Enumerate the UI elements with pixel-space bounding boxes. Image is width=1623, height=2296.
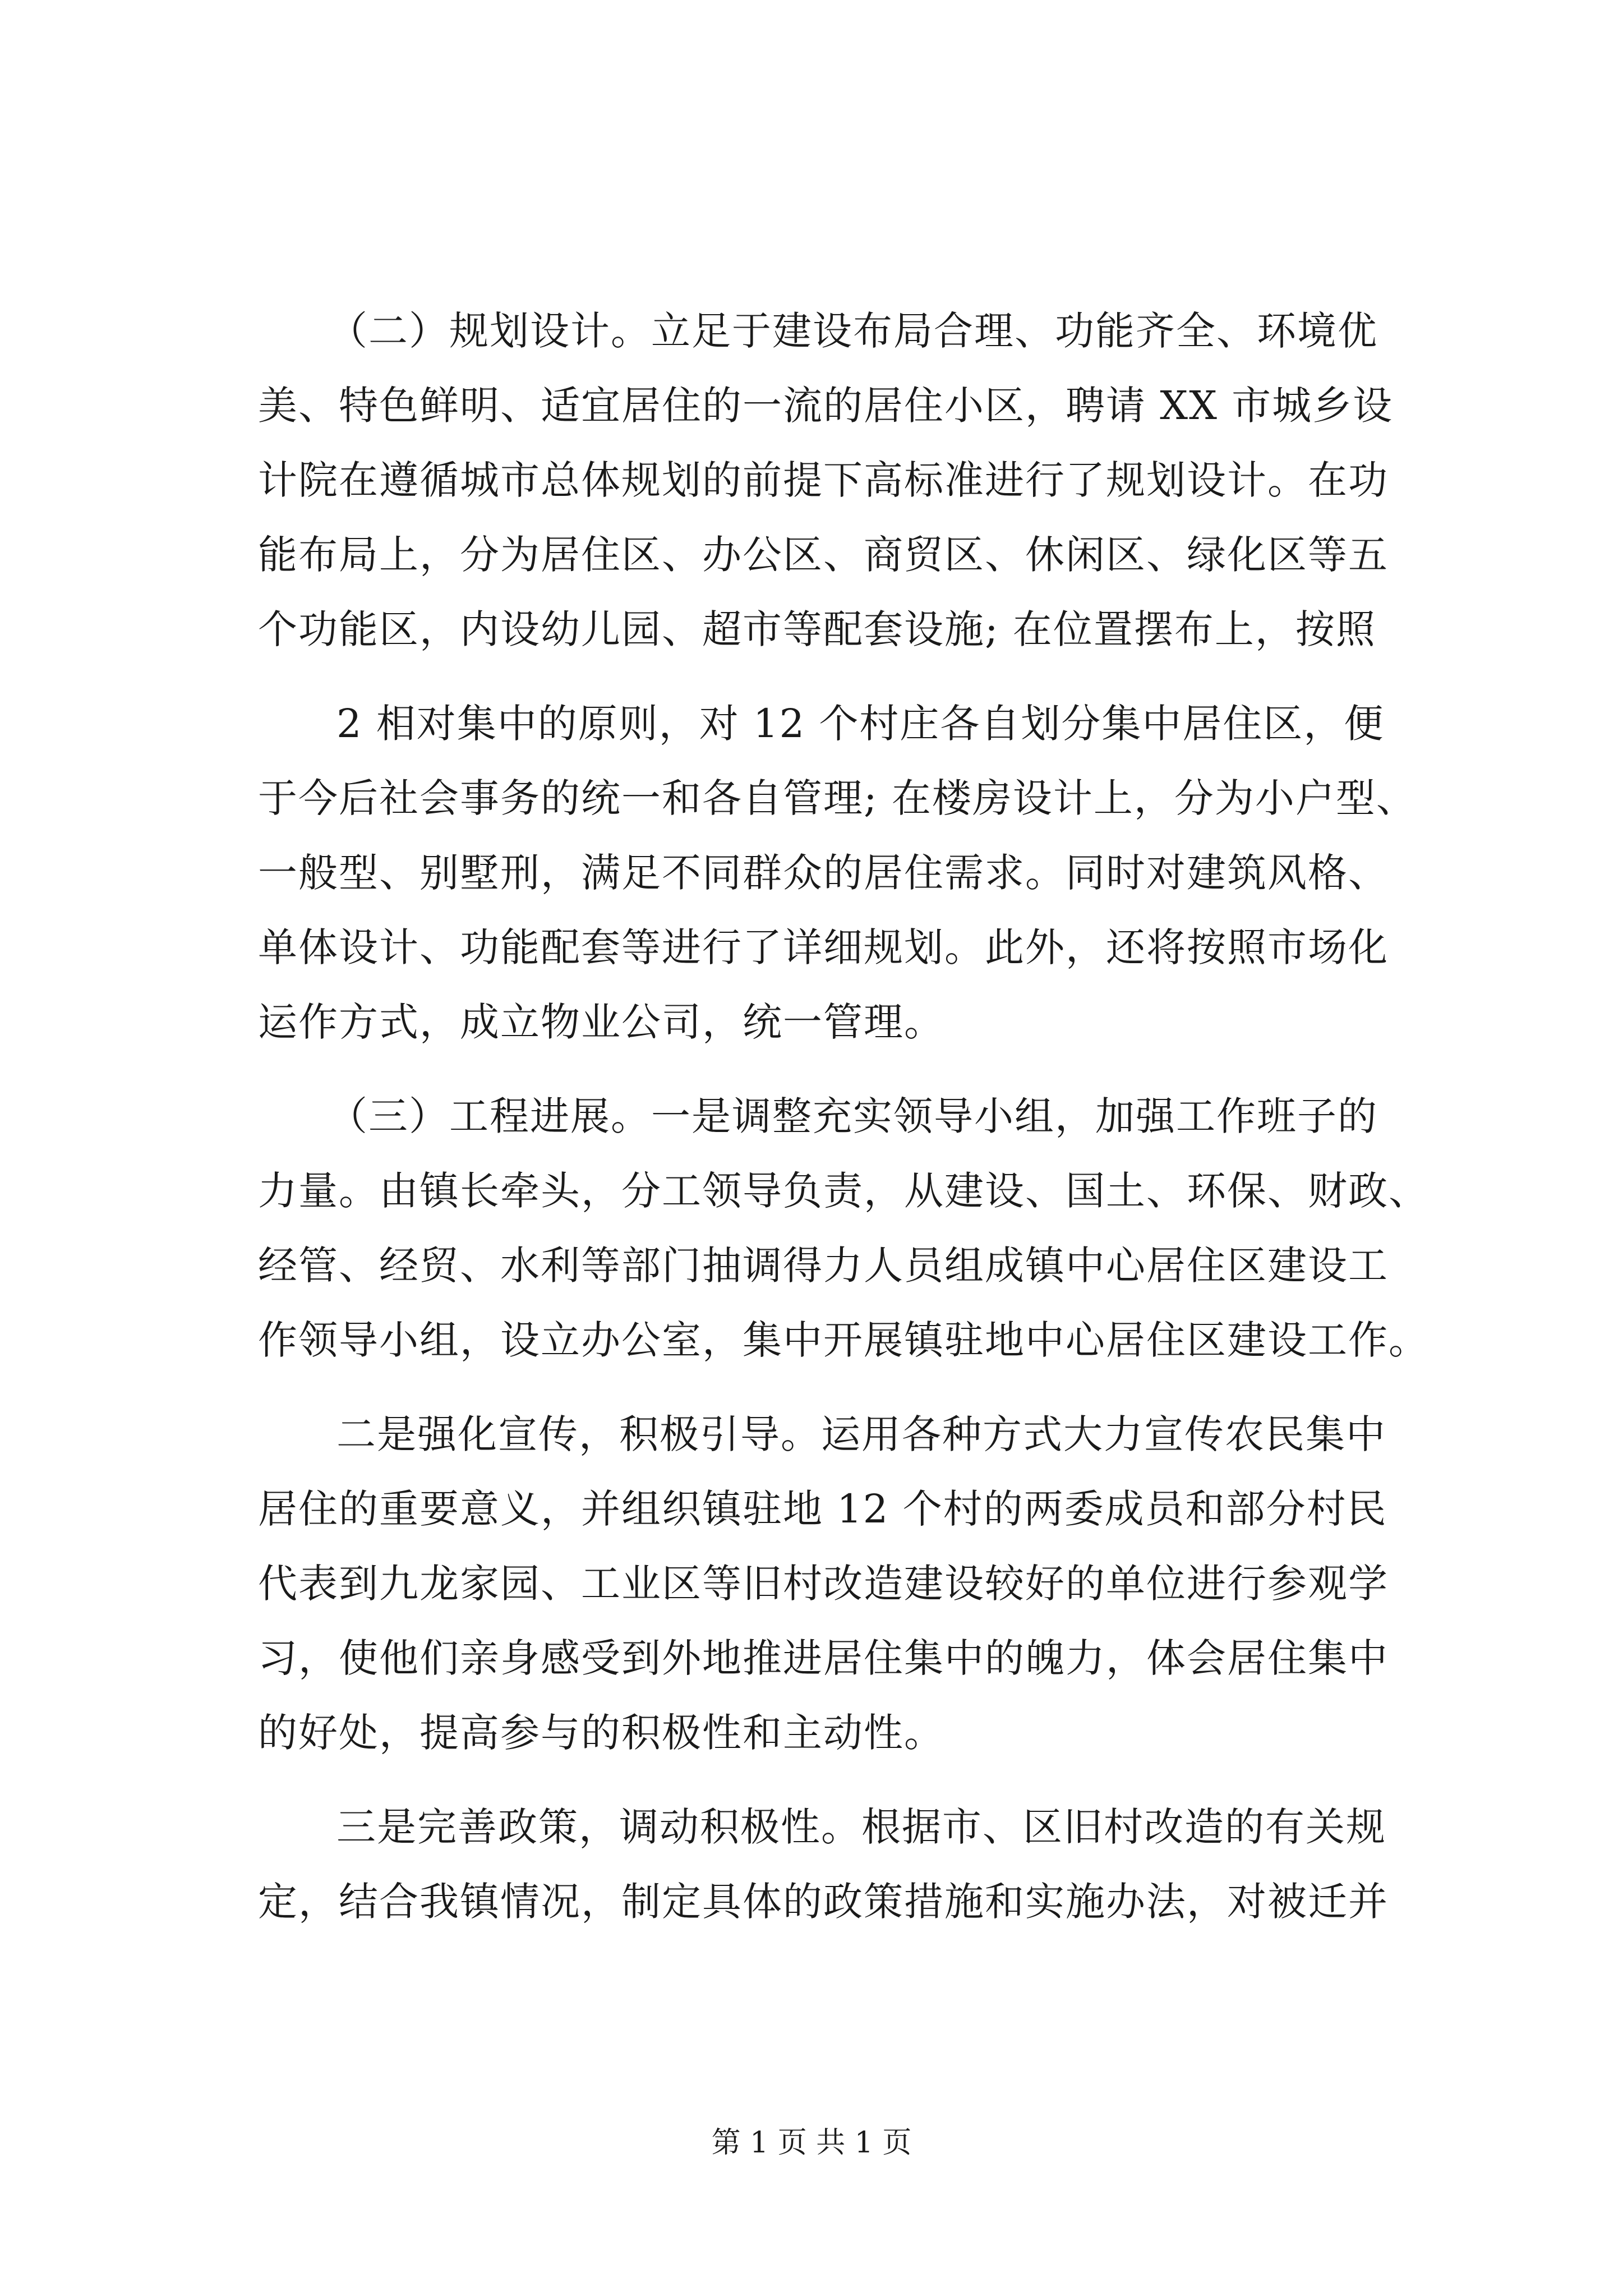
text-line: 运作方式，成立物业公司，统一管理。 (258, 999, 944, 1045)
text-line: 单体设计、功能配套等进行了详细规划。此外，还将按照市场化 (258, 924, 1389, 970)
text-line: （三）工程进展。一是调整充实领导小组，加强工作班子的 (328, 1093, 1378, 1139)
text-line: 能布局上，分为居住区、办公区、商贸区、休闲区、绿化区等五 (258, 532, 1389, 578)
text-line: 力量。由镇长牵头，分工领导负责，从建设、国土、环保、财政、 (258, 1168, 1429, 1214)
text-line: 美、特色鲜明、适宜居住的一流的居住小区，聘请 XX 市城乡设 (258, 383, 1394, 429)
text-line: 三是完善政策，调动积极性。根据市、区旧村改造的有关规 (336, 1804, 1386, 1850)
text-line: 于今后社会事务的统一和各自管理; 在楼房设计上，分为小户型、 (258, 775, 1417, 821)
text-line: 个功能区，内设幼儿园、超市等配套设施; 在位置摆布上，按照 (258, 606, 1376, 652)
text-line: 的好处，提高参与的积极性和主动性。 (258, 1710, 944, 1756)
text-line: （二）规划设计。立足于建设布局合理、功能齐全、环境优 (328, 308, 1378, 354)
text-line: 作领导小组，设立办公室，集中开展镇驻地中心居住区建设工作。 (258, 1317, 1429, 1363)
text-line: 计院在遵循城市总体规划的前提下高标准进行了规划设计。在功 (258, 457, 1389, 503)
text-line: 代表到九龙家园、工业区等旧村改造建设较好的单位进行参观学 (258, 1561, 1389, 1607)
text-line: 经管、经贸、水利等部门抽调得力人员组成镇中心居住区建设工 (258, 1243, 1389, 1289)
page-footer: 第 1 页 共 1 页 (711, 2126, 912, 2160)
text-line: 2 相对集中的原则，对 12 个村庄各自划分集中居住区，便 (336, 701, 1385, 747)
text-line: 习，使他们亲身感受到外地推进居住集中的魄力，体会居住集中 (258, 1635, 1389, 1681)
text-line: 二是强化宣传，积极引导。运用各种方式大力宣传农民集中 (336, 1411, 1386, 1457)
text-line: 居住的重要意义，并组织镇驻地 12 个村的两委成员和部分村民 (258, 1486, 1387, 1532)
text-line: 定，结合我镇情况，制定具体的政策措施和实施办法，对被迁并 (258, 1879, 1389, 1925)
text-line: 一般型、别墅刑，满足不同群众的居住需求。同时对建筑风格、 (258, 850, 1389, 896)
